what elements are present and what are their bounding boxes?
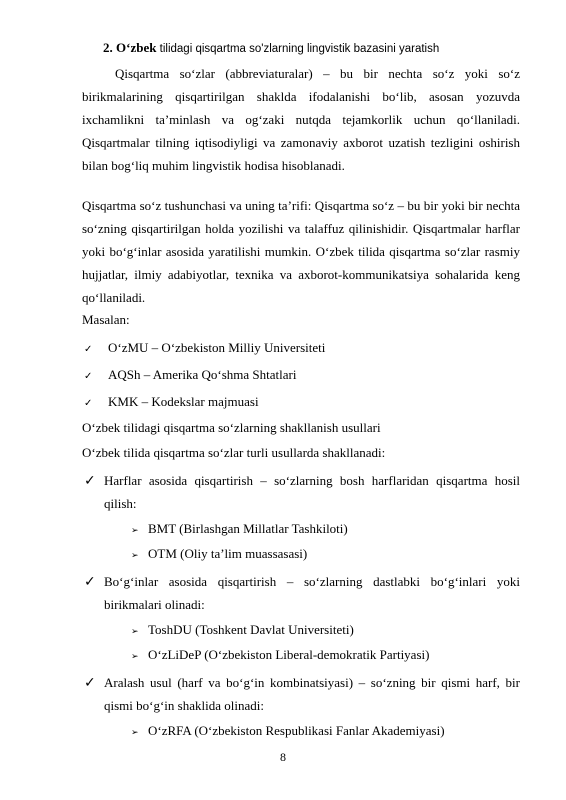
- sub-list-item-text: O‘zRFA (O‘zbekiston Respublikasi Fanlar Akademiyasi): [148, 723, 445, 738]
- paragraph-line: birikmalarining qisqartirilgan shaklda ifodalanishi bo‘lib, asosan yozuvda: [82, 89, 520, 104]
- sub-list-item: [131, 542, 307, 565]
- paragraph-abbreviations-definition: [82, 62, 520, 177]
- paragraph-line: qo‘llaniladi.: [82, 290, 146, 305]
- sub-list-item: [131, 618, 354, 641]
- paragraph-line: Qisqartma so‘z tushunchasi va uning ta’rifi: Qisqartma so‘z – bu bir yoki bir nechta: [82, 198, 520, 213]
- method-line: birikmalari olinadi:: [104, 597, 205, 612]
- sub-list-item-text: OTM (Oliy ta’lim muassasasi): [148, 546, 308, 561]
- list-item-text: O‘zMU – O‘zbekiston Milliy Universiteti: [108, 340, 326, 355]
- page-number: 8: [280, 750, 286, 764]
- method-text: [104, 469, 520, 515]
- paragraph-line: hujjatlar, ilmiy adabiyotlar, texnika va axborot-kommunikatsiya sohalarida keng: [82, 267, 520, 282]
- method-line: Harflar asosida qisqartirish – so‘zlarning bosh harflaridan qisqartma hosil: [104, 473, 520, 488]
- check-bold-icon: ✓: [84, 574, 96, 590]
- list-item-text: AQSh – Amerika Qo‘shma Shtatlari: [108, 367, 297, 382]
- method-text: [104, 570, 520, 616]
- arrow-bullet-icon: ➢: [131, 627, 139, 637]
- method-line: Aralash usul (harf va bo‘g‘in kombinatsiyasi) – so‘zning bir qismi harf, bir: [104, 675, 520, 690]
- examples-label-text: Masalan:: [82, 312, 130, 327]
- section-title: [82, 416, 520, 439]
- sub-list-item-text: O‘zLiDeP (O‘zbekiston Liberal-demokratik Partiyasi): [148, 647, 430, 662]
- sub-list-item: [131, 719, 445, 742]
- heading-number: 2. O‘zbek: [103, 40, 157, 55]
- examples-label: [82, 308, 520, 331]
- arrow-bullet-icon: ➢: [131, 652, 139, 662]
- section-heading: [103, 36, 533, 61]
- check-bold-icon: ✓: [84, 473, 96, 489]
- check-icon: ✓: [84, 371, 93, 382]
- sub-list-item-text: ToshDU (Toshkent Davlat Universiteti): [148, 622, 354, 637]
- list-item: [84, 336, 325, 359]
- method-text: [104, 671, 520, 717]
- check-icon: ✓: [84, 398, 93, 409]
- method-item: [84, 570, 520, 618]
- section-intro-text: O‘zbek tilida qisqartma so‘zlar turli usullarda shakllanadi:: [82, 445, 386, 460]
- section-title-text: O‘zbek tilidagi qisqartma so‘zlarning shakllanish usullari: [82, 420, 381, 435]
- method-line: qismi bo‘g‘in shaklida olinadi:: [104, 698, 264, 713]
- method-line: qilish:: [104, 496, 137, 511]
- method-item: [84, 469, 520, 517]
- paragraph-line: so‘zning qisqartirilgan holda yozilishi va talaffuz qilinishidir. Qisqartmalar harflar: [82, 221, 520, 236]
- sub-list-item: [131, 643, 429, 666]
- paragraph-line: yoki bo‘g‘inlar asosida yaratilishi mumkin. O‘zbek tilida qisqartma so‘zlar rasmiy: [82, 244, 520, 259]
- list-item: [84, 363, 296, 386]
- list-item: [84, 390, 259, 413]
- method-line: Bo‘g‘inlar asosida qisqartirish – so‘zlarning dastlabki bo‘g‘inlari yoki: [104, 574, 520, 589]
- heading-text: tilidagi qisqartma so'zlarning lingvistik bazasini yaratish: [156, 43, 440, 55]
- list-item-text: KMK – Kodekslar majmuasi: [108, 394, 259, 409]
- paragraph-line: ixchamlikni ta’minlash va og‘zaki nutqda tejamkorlik uchun qo‘llaniladi.: [82, 112, 520, 127]
- paragraph-line: bilan bog‘liq muhim lingvistik hodisa hisoblanadi.: [82, 158, 345, 173]
- arrow-bullet-icon: ➢: [131, 526, 139, 536]
- paragraph-concept-definition: [82, 194, 520, 309]
- arrow-bullet-icon: ➢: [131, 728, 139, 738]
- check-icon: ✓: [84, 344, 93, 355]
- sub-list-item: [131, 517, 348, 540]
- method-item: [84, 671, 520, 719]
- arrow-bullet-icon: ➢: [131, 551, 139, 561]
- paragraph-line: Qisqartma so‘zlar (abbreviaturalar) – bu bir nechta so‘z yoki so‘z: [115, 66, 520, 81]
- paragraph-line: Qisqartmalar tilning iqtisodiyligi va zamonaviy axborot uzatish tezligini oshirish: [82, 135, 520, 150]
- check-bold-icon: ✓: [84, 675, 96, 691]
- sub-list-item-text: BMT (Birlashgan Millatlar Tashkiloti): [148, 521, 348, 536]
- section-intro: [82, 441, 520, 464]
